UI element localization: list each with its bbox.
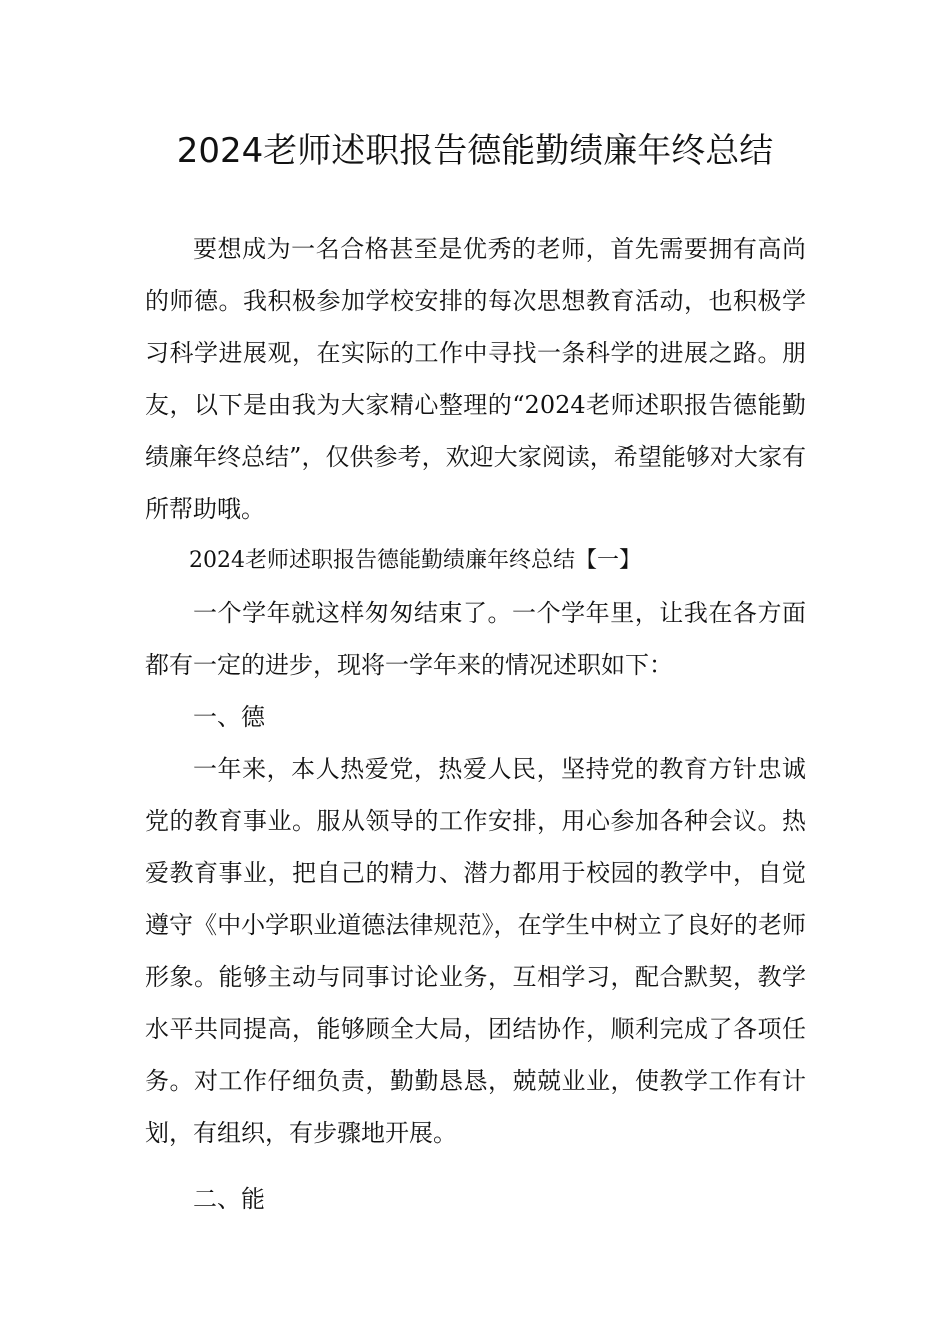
document-title: 2024老师述职报告德能勤绩廉年终总结 bbox=[176, 131, 774, 171]
document-body bbox=[145, 223, 806, 1225]
section-heading-de: 一、德 bbox=[193, 703, 265, 731]
section-heading-neng: 二、能 bbox=[193, 1185, 265, 1213]
de-paragraph: 一年来，本人热爱党，热爱人民，坚持党的教育方针忠诚党的教育事业。服从领导的工作安排，用心参加各种会议。热爱教育事业，把自己的精力、潜力都用于校园的教学中，自觉遵守《中小学职业道德法律规范》，在学生中树立了良好的老师形象。能够主动与同事讨论业务，互相学习，配合默契，教学水平共同提高，能够顾全大局，团结协作，顺利完成了各项任务。对工作仔细负责，勤勤恳恳，兢兢业业，使教学工作有计划，有组织，有步骤地开展。 bbox=[145, 755, 806, 1147]
section-subtitle: 2024老师述职报告德能勤绩廉年终总结【一】 bbox=[189, 548, 641, 573]
intro-paragraph: 要想成为一名合格甚至是优秀的老师，首先需要拥有高尚的师德。我积极参加学校安排的每次思想教育活动，也积极学习科学进展观，在实际的工作中寻找一条科学的进展之路。朋友，以下是由我为大家精心整理的“2024老师述职报告德能勤绩廉年终总结”，仅供参考，欢迎大家阅读，希望能够对大家有所帮助哦。 bbox=[145, 235, 806, 523]
opening-paragraph: 一个学年就这样匆匆结束了。一个学年里，让我在各方面都有一定的进步，现将一学年来的情况述职如下： bbox=[145, 599, 806, 679]
